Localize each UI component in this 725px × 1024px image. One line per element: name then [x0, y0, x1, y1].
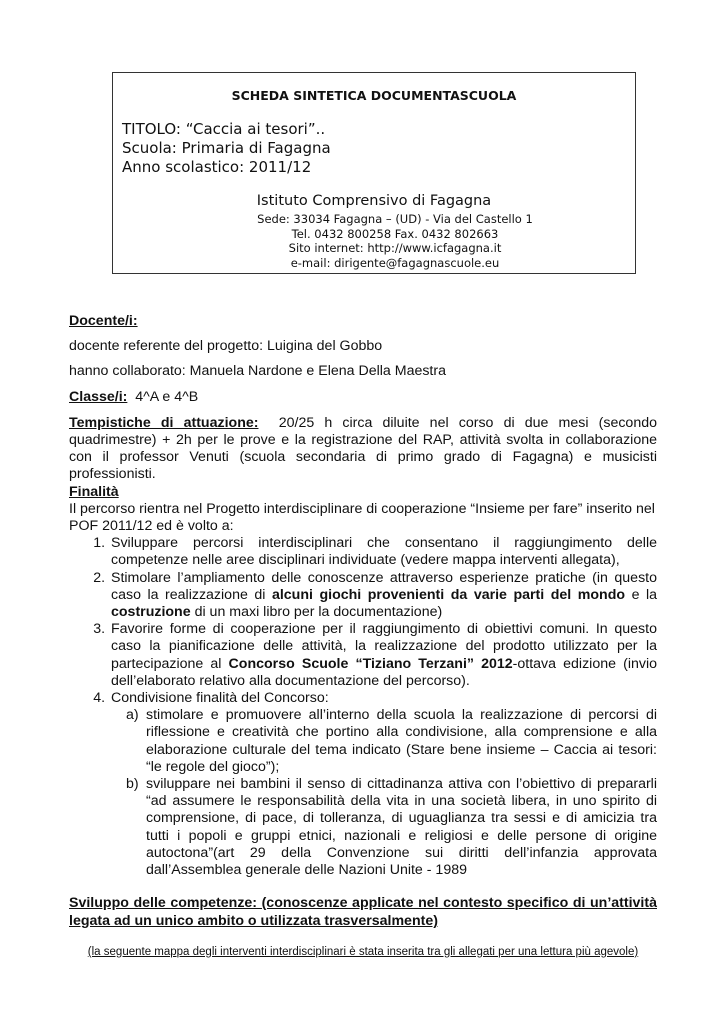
contest-goals-list: [69, 707, 657, 879]
goal-item-3: 3. Favorire forme di cooperazione per il raggiungimento di obiettivi comuni. In questo caso la pianificazione delle attività, la realizzazione del prodotto utilizzato per la partecipazione al Concorso Scuole “Tiziano Terzani” 2012-ottava edizione (invio dell’elaborato relativo alla documentazione del percorso).: [109, 621, 657, 690]
goals-list: [69, 535, 657, 707]
goal-item-1: 1. Sviluppare percorsi interdisciplinari che consentano il raggiungimento delle competenze nelle aree disciplinari individuate (vedere mappa interventi allegata),: [109, 535, 657, 569]
contest-goal-a: a) stimolare e promuovere all’interno della scuola la realizzazione di percorsi di riflessione e creatività che portino alla condivisione, alla comprensione e alla elaborazione culturale del tema indicato (Stare bene insieme – Caccia ai tesori: “le regole del gioco”);: [126, 707, 657, 775]
school-year: Anno scolastico: 2011/12: [122, 158, 312, 176]
document-title: SCHEDA SINTETICA DOCUMENTASCUOLA: [231, 88, 517, 103]
project-meta: [122, 120, 331, 177]
goal-item-4: 4. Condivisione finalità del Concorso:: [109, 690, 657, 707]
project-title: TITOLO: “Caccia ai tesori”..: [122, 120, 326, 138]
map-note: (la seguente mappa degli interventi interdisciplinari è stata inserita tra gli allegati per una lettura più agevole): [87, 945, 639, 958]
goals-intro: Il percorso rientra nel Progetto interdisciplinare di cooperazione “Insieme per fare” inserito nel POF 2011/12 ed è volto a:: [69, 500, 655, 535]
institute-name: Istituto Comprensivo di Fagagna: [256, 193, 492, 209]
lead-teacher: docente referente del progetto: Luigina del Gobbo: [69, 338, 383, 355]
header-box: [112, 72, 636, 274]
skills-heading: Sviluppo delle competenze: (conoscenze applicate nel contesto specifico di un’attività legata ad un unico ambito o utilizzata trasversalmente): [69, 895, 657, 929]
institute-website: Sito internet: http://www.icfagagna.it: [288, 241, 502, 255]
goals-heading: Finalità: [69, 483, 119, 500]
institute-address: Sede: 33034 Fagagna – (UD) - Via del Castello 1: [257, 212, 533, 226]
teachers-heading: Docente/i:: [69, 313, 138, 329]
institute-phone: Tel. 0432 800258 Fax. 0432 802663: [291, 226, 499, 241]
institute-contacts: [113, 212, 635, 270]
timing-paragraph: [69, 415, 657, 484]
school-name: Scuola: Primaria di Fagagna: [122, 139, 331, 157]
institute-email: e-mail: dirigente@fagagnascuole.eu: [290, 255, 500, 270]
document-body: [69, 313, 657, 961]
goal-item-2: 2. Stimolare l’ampliamento delle conoscenze attraverso esperienze pratiche (in questo caso la realizzazione di alcuni giochi provenienti da varie parti del mondo e la costruzione di un maxi libro per la documentazione): [109, 570, 657, 622]
classes-value: 4^A e 4^B: [135, 388, 199, 405]
contest-goal-b: b) sviluppare nei bambini il senso di cittadinanza attiva con l’obiettivo di prepararli “ad assumere le responsabilità della vita in una società libera, in uno spirito di comprensione, di pace, di tolleranza, di uguaglianza tra sessi e di amicizia tra tutti i popoli e gruppi etnici, nazionali e religiosi e delle persone di origine autoctona”(art 29 della Convenzione sui diritti dell’infanzia approvata dall’Assemblea generale delle Nazioni Unite - 1989: [126, 776, 657, 879]
timing-text: 20/25 h circa diluite nel corso di due mesi (secondo quadrimestre) + 2h per le prove e la registrazione del RAP, attività svolta in collaborazione con il professor Venuti (scuola secondaria di primo grado di Fagagna) e musicisti professionisti.: [69, 414, 657, 483]
classes-line: [69, 389, 657, 406]
classes-heading: Classe/i:: [69, 388, 128, 405]
skills-paragraph: [69, 895, 657, 929]
timing-heading: Tempistiche di attuazione:: [69, 414, 259, 431]
collaborators: hanno collaborato: Manuela Nardone e Elena Della Maestra: [69, 363, 446, 380]
